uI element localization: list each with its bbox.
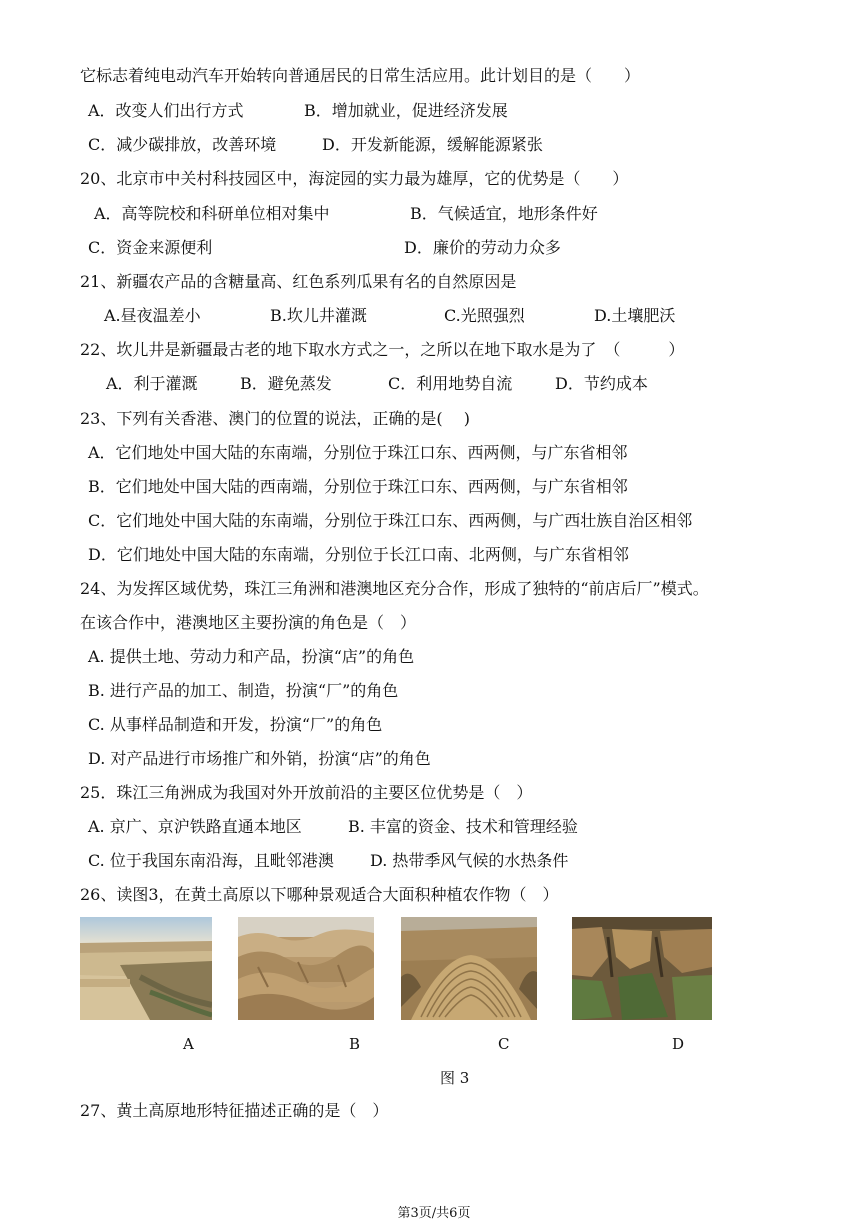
q21-option-a: A.昼夜温差小 <box>104 306 201 325</box>
q23-option-a: A．它们地处中国大陆的东南端，分别位于珠江口东、西两侧，与广东省相邻 <box>88 443 628 462</box>
q22-stem: 22、坎儿井是新疆最古老的地下取水方式之一，之所以在地下取水是为了 （ ） <box>80 340 685 359</box>
q19-stem-continued: 它标志着纯电动汽车开始转向普通居民的日常生活应用。此计划目的是（ ） <box>80 66 641 85</box>
loess-photo-d <box>572 917 712 1020</box>
q20-stem: 20、北京市中关村科技园区中，海淀园的实力最为雄厚，它的优势是（ ） <box>80 169 629 188</box>
q25-stem: 25．珠江三角洲成为我国对外开放前沿的主要区位优势是（ ） <box>80 783 533 802</box>
q25-option-a: A. 京广、京沪铁路直通本地区 <box>88 817 302 836</box>
q24-stem-line2: 在该合作中，港澳地区主要扮演的角色是（ ） <box>80 613 417 632</box>
q24-option-b: B. 进行产品的加工、制造，扮演“厂”的角色 <box>88 681 399 700</box>
q24-option-d: D. 对产品进行市场推广和外销，扮演“店”的角色 <box>88 749 431 768</box>
q19-option-c: C．减少碳排放，改善环境 <box>88 135 277 154</box>
q22-option-c: C．利用地势自流 <box>388 374 513 393</box>
q24-stem-line1: 24、为发挥区域优势，珠江三角洲和港澳地区充分合作，形成了独特的“前店后厂”模式。 <box>80 579 709 598</box>
q24-option-c: C. 从事样品制造和开发，扮演“厂”的角色 <box>88 715 383 734</box>
q19-option-d: D．开发新能源，缓解能源紧张 <box>322 135 543 154</box>
q26-stem: 26、读图3，在黄土高原以下哪种景观适合大面积种植农作物（ ） <box>80 885 559 904</box>
q22-option-a: A．利于灌溉 <box>106 374 198 393</box>
q21-option-b: B.坎儿井灌溉 <box>270 306 367 325</box>
q27-stem: 27、黄土高原地形特征描述正确的是（ ） <box>80 1101 389 1120</box>
q25-option-b: B. 丰富的资金、技术和管理经验 <box>348 817 578 836</box>
q19-option-a: A．改变人们出行方式 <box>88 101 244 120</box>
q23-stem: 23、下列有关香港、澳门的位置的说法，正确的是( ) <box>80 409 470 428</box>
photo-label-a: A <box>183 1035 194 1053</box>
page-footer: 第3页/共6页 <box>397 1206 471 1221</box>
loess-photo-c <box>401 917 537 1020</box>
loess-photo-b <box>238 917 374 1020</box>
loess-photo-a <box>80 917 212 1020</box>
q21-option-c: C.光照强烈 <box>444 306 525 325</box>
q19-option-b: B．增加就业，促进经济发展 <box>304 101 508 120</box>
q24-option-a: A. 提供土地、劳动力和产品，扮演“店”的角色 <box>88 647 415 666</box>
q25-option-c: C. 位于我国东南沿海，且毗邻港澳 <box>88 851 334 870</box>
q22-option-d: D．节约成本 <box>555 374 648 393</box>
q20-option-b: B．气候适宜，地形条件好 <box>410 204 598 223</box>
q20-option-c: C．资金来源便利 <box>88 238 213 257</box>
q23-option-c: C．它们地处中国大陆的东南端，分别位于珠江口东、西两侧，与广西壮族自治区相邻 <box>88 511 693 530</box>
q22-option-b: B．避免蒸发 <box>240 374 332 393</box>
q21-stem: 21、新疆农产品的含糖量高、红色系列瓜果有名的自然原因是 <box>80 272 517 291</box>
photo-label-c: C <box>498 1035 510 1053</box>
q25-option-d: D. 热带季风气候的水热条件 <box>370 851 569 870</box>
figure-caption: 图 3 <box>440 1069 470 1087</box>
q21-option-d: D.土壤肥沃 <box>594 306 676 325</box>
photo-label-b: B <box>349 1035 361 1053</box>
q20-option-a: A．高等院校和科研单位相对集中 <box>94 204 330 223</box>
q23-option-b: B．它们地处中国大陆的西南端，分别位于珠江口东、西两侧，与广东省相邻 <box>88 477 628 496</box>
q20-option-d: D．廉价的劳动力众多 <box>404 238 561 257</box>
q23-option-d: D．它们地处中国大陆的东南端，分别位于长江口南、北两侧，与广东省相邻 <box>88 545 629 564</box>
photo-label-d: D <box>672 1035 685 1053</box>
